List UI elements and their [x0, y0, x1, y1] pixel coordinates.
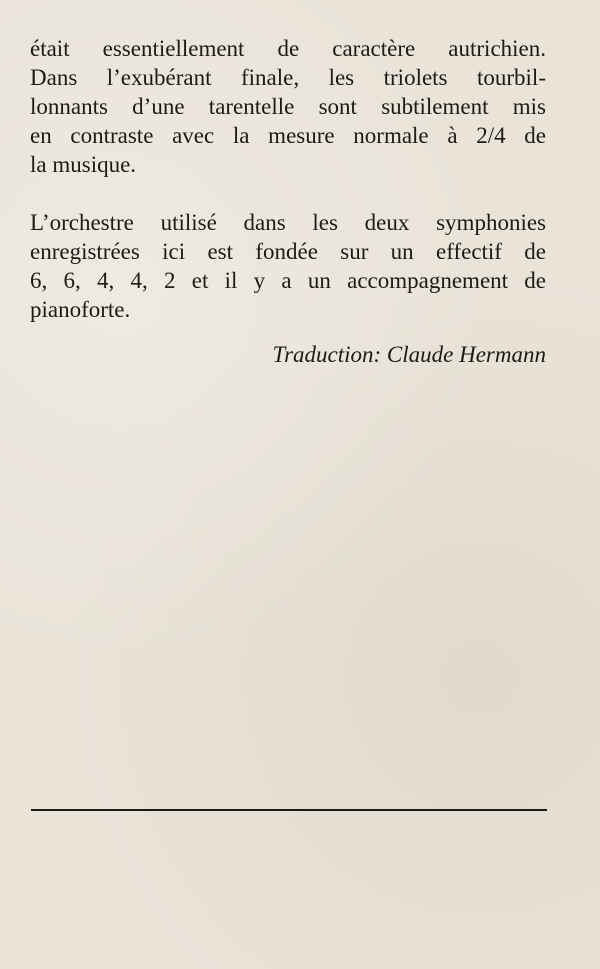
paragraph-finale — [30, 34, 546, 179]
text-line: lonnants d’une tarentelle sont subtilement mis — [30, 94, 546, 119]
text-line: L’orchestre utilisé dans les deux symphonies — [30, 210, 546, 235]
text-line: était essentiellement de caractère autrichien. — [30, 36, 546, 61]
horizontal-rule — [31, 809, 547, 811]
text-line: Dans l’exubérant finale, les triolets tourbil- — [30, 65, 546, 90]
text-line: la musique. — [30, 152, 137, 177]
text-line: 6, 6, 4, 4, 2 et il y a un accompagnement de — [30, 268, 546, 293]
text-line: en contraste avec la mesure normale à 2/4 de — [30, 123, 546, 148]
translator-credit: Traduction: Claude Hermann — [272, 342, 546, 367]
text-line: pianoforte. — [30, 297, 131, 322]
text-line: enregistrées ici est fondée sur un effectif de — [30, 239, 546, 264]
text-column — [30, 34, 546, 369]
paragraph-orchestra — [30, 208, 546, 324]
